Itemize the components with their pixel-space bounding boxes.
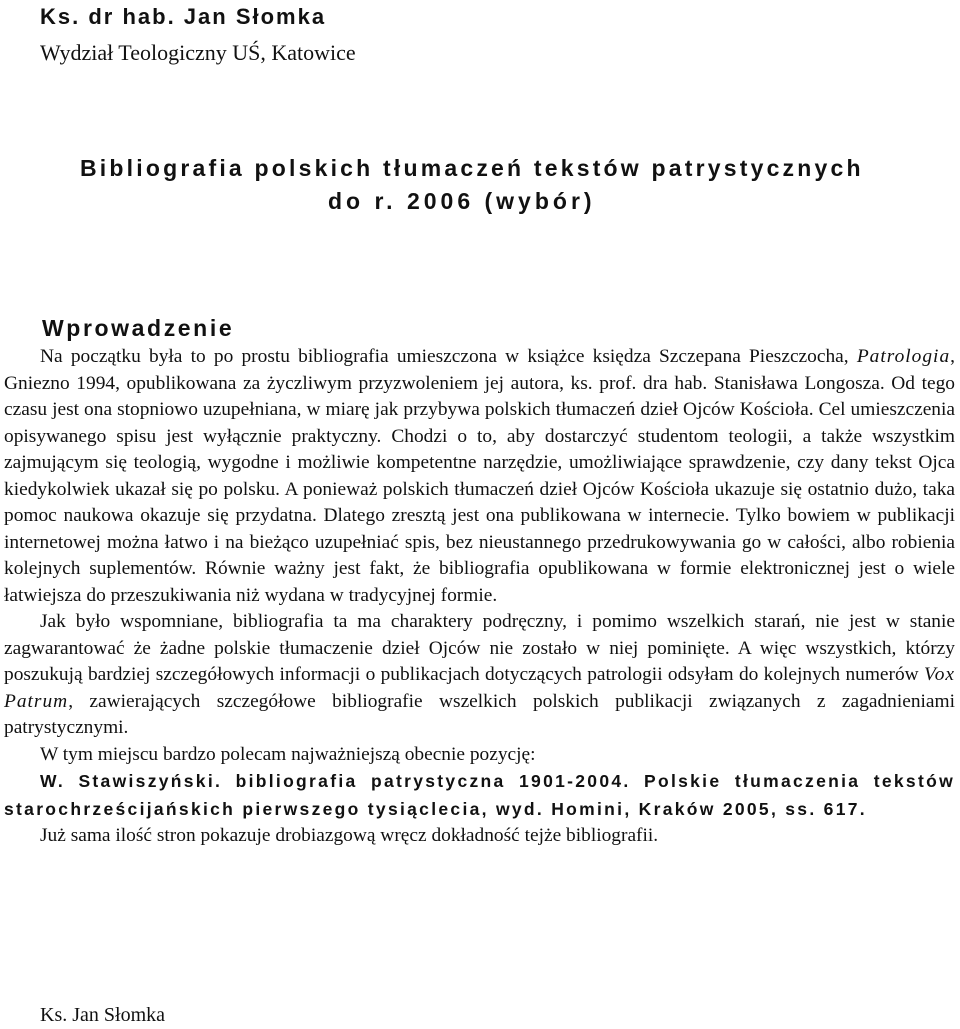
paragraph-scope-start: Jak było wspomniane, bibliografia ta ma charaktery podręczny, i pomimo wszelkich starań, nie jest w stanie zagwarantować że żadne polskie tłumaczenie dzieł Ojców nie zostało w niej pominięte. A więc wszystkich, którzy poszukują bardziej szczegółowych informacji o publikacjach dotyczących patrologii odsyłam do kolejnych numerów — [4, 611, 955, 685]
paragraph-recommendation: W tym miejscu bardzo polecam najważniejszą obecnie pozycję: — [40, 743, 536, 765]
affiliation: Wydział Teologiczny UŚ, Katowice — [40, 40, 356, 65]
journal-title-patrologia: Patrologia — [856, 346, 951, 367]
paragraph-scope — [4, 609, 955, 742]
paragraph-reference — [4, 768, 955, 823]
paragraph-closing: Już sama ilość stron pokazuje drobiazgową wręcz dokładność tejże bibliografii. — [40, 825, 659, 846]
paragraph-intro-rest: , Gniezno 1994, opublikowana za życzliwym przyzwoleniem jej autora, ks. prof. dra hab. Stanisława Longosza. Od tego czasu jest ona stopniowo uzupełniana, w miarę jak przybywa polskich tłumaczeń dzieł Ojców Kościoła. Cel umieszczenia opisywanego spisu jest wyłącznie praktyczny. Chodzi o to, aby dostarczyć studentom teologii, a także wszystkim zajmującym się teologią, wygodne i możliwie kompetentne narzędzie, umożliwiające sprawdzenie, czy dany tekst Ojca kiedykolwiek ukazał się po polsku. A ponieważ polskich tłumaczeń dzieł Ojców Kościoła ukazuje się ostatnio dużo, taka pomoc naukowa okazuje się przydatna. Dlatego zresztą jest ona publikowana w internecie. Tylko bowiem w publikacji internetowej można łatwo i na bieżąco uzupełniać spis, bez nieustannego przedrukowywania go w całości, albo robienia kolejnych suplementów. Równie ważny jest fakt, że bibliografia opublikowana w formie elektronicznej jest o wiele łatwiejsza do przeszukiwania niż wydana w tradycyjnej formie. — [4, 346, 955, 606]
bibliography-reference: W. Stawiszyński. bibliografia patrystyczna 1901-2004. Polskie tłumaczenia tekstów starochrześcijańskich pierwszego tysiąclecia, wyd. Homini, Kraków 2005, ss. 617. — [4, 771, 955, 819]
paragraph-intro — [4, 344, 955, 609]
body-text — [4, 344, 955, 850]
section-heading: Wprowadzenie — [42, 315, 235, 341]
author-name: Ks. dr hab. Jan Słomka — [40, 4, 327, 29]
journal-title-vox-patrum: Vox Patrum — [4, 664, 955, 712]
document-title-line-1: Bibliografia polskich tłumaczeń tekstów patrystycznych — [80, 155, 864, 181]
document-title-line-2: do r. 2006 (wybór) — [328, 188, 596, 214]
paragraph-intro-start: Na początku była to po prostu bibliografia umieszczona w książce księdza Szczepana Pieszczocha, — [40, 346, 857, 367]
paragraph-scope-rest: , zawierających szczegółowe bibliografie wszelkich polskich publikacji związanych z zagadnieniami patrystycznymi. — [4, 690, 955, 738]
signature: Ks. Jan Słomka — [40, 1004, 165, 1026]
